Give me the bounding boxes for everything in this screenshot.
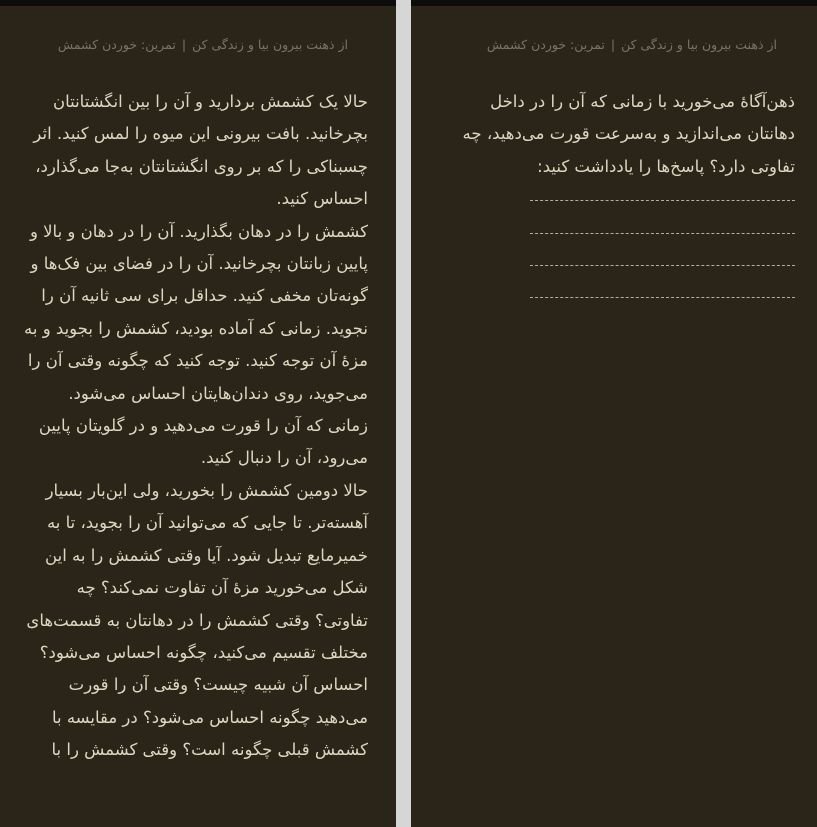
text-line: تفاوتی دارد؟ پاسخ‌ها را یادداشت کنید:: [537, 156, 795, 176]
text-line: تفاوتی؟ وقتی کشمش را در دهانتان به قسمت‌های: [26, 610, 368, 630]
header-separator: |: [610, 37, 616, 52]
page-gutter: [396, 0, 411, 827]
top-bar: [411, 0, 817, 6]
text-line: مزهٔ آن توجه کنید. توجه کنید که چگونه وقتی آن را: [27, 351, 368, 371]
body-text: [431, 86, 795, 313]
exercise-title: تمرین: خوردن کشمش: [486, 37, 605, 52]
text-line: ذهن‌آگاهٔ می‌خورید با زمانی که آن را در داخل: [490, 92, 795, 111]
running-header: [58, 36, 348, 54]
left-page: [0, 0, 396, 827]
running-header: [487, 36, 777, 54]
text-line: احساس کنید.: [276, 189, 368, 209]
text-line: می‌دهید چگونه احساس می‌شود؟ در مقایسه با: [51, 707, 368, 727]
text-line: شکل می‌خورید مزهٔ آن تفاوت نمی‌کند؟ چه: [76, 578, 368, 598]
text-line: خمیرمایع تبدیل شود. آیا وقتی کشمش را به این: [45, 545, 368, 565]
text-line: می‌رود، آن را دنبال کنید.: [200, 448, 368, 468]
text-line: چسبناکی را که بر روی انگشتانتان به‌جا می‌گذارد،: [35, 156, 368, 176]
answer-line: [431, 248, 795, 280]
answer-line: [431, 183, 795, 215]
text-line: پایین زبانتان بچرخانید. آن را در فضای بین فک‌ها و: [30, 254, 368, 274]
top-bar: [0, 0, 396, 6]
text-line: گونه‌تان مخفی کنید. حداقل برای سی ثانیه آن را: [41, 286, 368, 306]
text-line: دهانتان می‌اندازید و به‌سرعت قورت می‌دهید، چه: [462, 124, 795, 144]
body-text: [18, 86, 368, 767]
answer-line: [431, 216, 795, 248]
book-title: از ذهنت بیرون بیا و زندگی کن: [621, 37, 777, 52]
text-line: حالا یک کشمش بردارید و آن را بین انگشتانتان: [52, 92, 368, 111]
answer-line: [431, 280, 795, 312]
text-line: کشمش قبلی چگونه است؟ وقتی کشمش را با: [51, 740, 368, 760]
book-title: از ذهنت بیرون بیا و زندگی کن: [192, 37, 348, 52]
text-line: بچرخانید. بافت بیرونی این میوه را لمس کنید. اثر: [33, 124, 368, 144]
text-line: آهسته‌تر. تا جایی که می‌توانید آن را بجوید، تا به: [46, 513, 368, 533]
text-line: احساس آن شبیه چیست؟ وقتی آن را قورت: [68, 675, 368, 695]
text-line: مختلف تقسیم می‌کنید، چگونه احساس می‌شود؟: [39, 642, 368, 662]
right-page: [411, 0, 817, 827]
text-line: نجوید. زمانی که آماده بودید، کشمش را بجوید و به: [24, 318, 368, 338]
text-line: حالا دومین کشمش را بخورید، ولی این‌بار بسیار: [45, 480, 368, 500]
text-line: زمانی که آن را قورت می‌دهید و در گلویتان پایین: [38, 416, 368, 436]
header-separator: |: [181, 37, 187, 52]
text-line: می‌جوید، روی دندان‌هایتان احساس می‌شود.: [68, 383, 368, 403]
exercise-title: تمرین: خوردن کشمش: [57, 37, 176, 52]
text-line: کشمش را در دهان بگذارید. آن را در دهان و بالا و: [29, 221, 368, 241]
